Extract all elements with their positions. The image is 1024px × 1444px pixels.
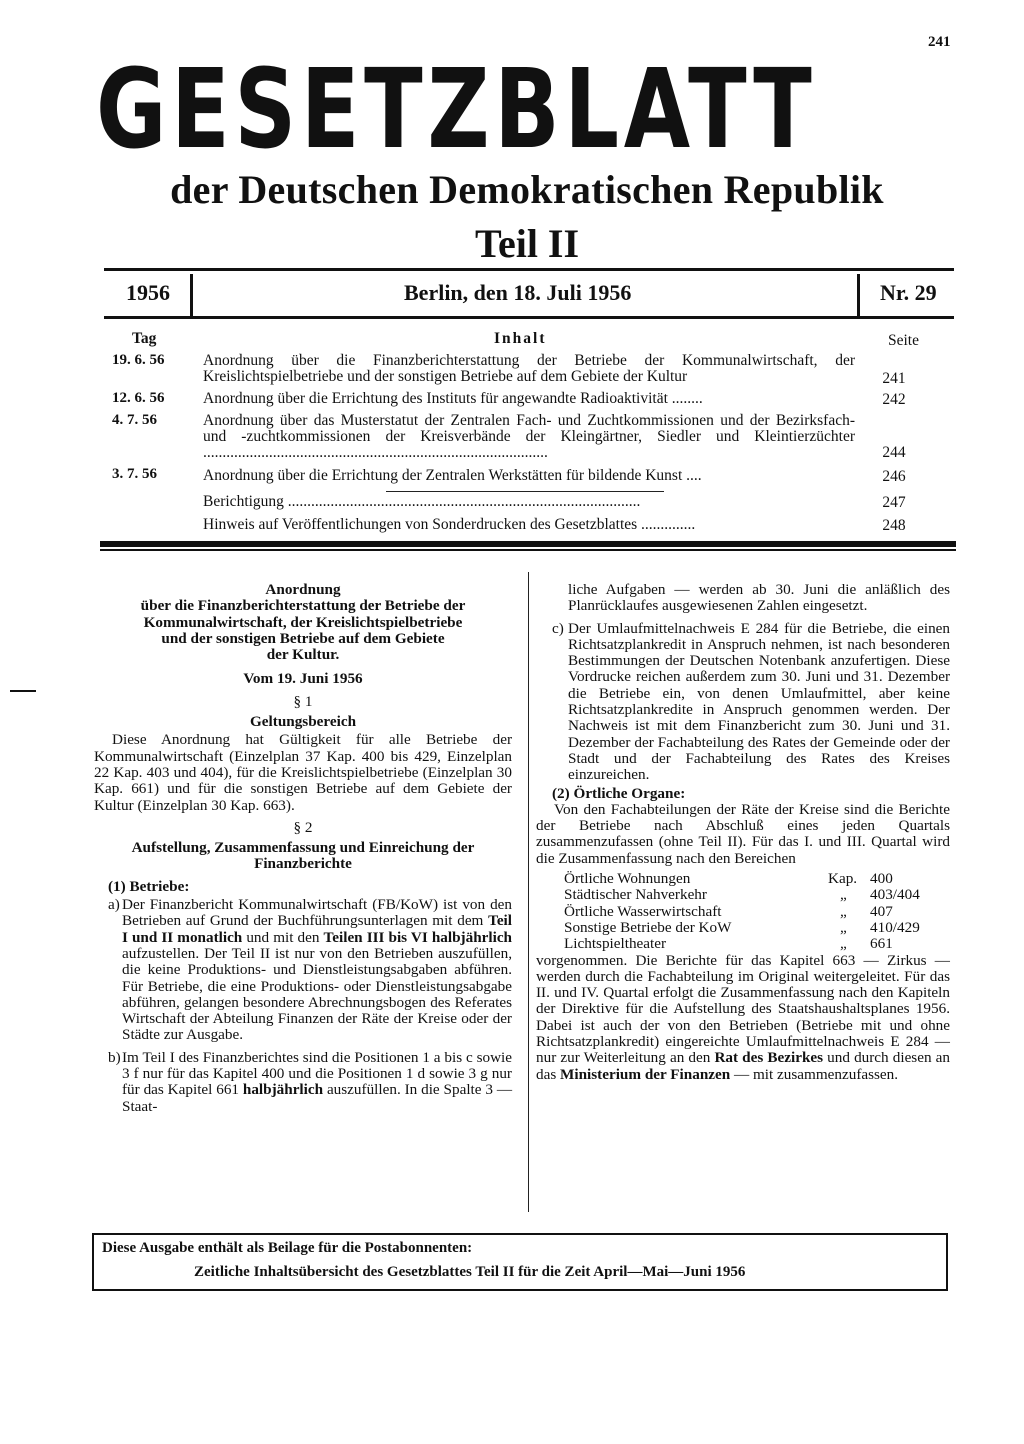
- supplement-line-1: Diese Ausgabe enthält als Beilage für die Postabonnenten:: [102, 1240, 473, 1256]
- article-heading: Anordnung: [265, 581, 341, 598]
- subsection-2-label: (2) Örtliche Organe:: [552, 784, 686, 802]
- item-a-label: a): [108, 896, 120, 914]
- toc-content-label: Inhalt: [494, 330, 547, 347]
- item-b-bold: halbjährlich: [242, 1081, 324, 1099]
- list-item: [536, 887, 950, 903]
- toc-entry-title: Anordnung über die Errichtung des Instituts für angewandte Radioaktivität ........: [203, 391, 703, 407]
- area-name: Städtischer Nahverkehr: [564, 886, 707, 904]
- area-prefix: „: [840, 902, 847, 920]
- subsection-2-text: Von den Fachabteilungen der Räte der Kreise sind die Berichte der Betriebe nach Abschluß eines jeden Quartals zusammenzufassen (ohne Teil II). Für das I. und III. Quartal wird die Zusammenfassung nach den Bereichen: [536, 800, 950, 867]
- article-title-line: Kommunalwirtschaft, der Kreislichtspielbetriebe: [143, 613, 463, 631]
- supplement-line-2: Zeitliche Inhaltsübersicht des Gesetzblattes Teil II für die Zeit April—Mai—Juni 1956: [194, 1264, 746, 1280]
- item-a-text-end: aufzustellen. Der Teil II ist nur von den Betrieben auszufüllen, die keine Produktions- und Dienstleistungsabgaben abführen. Für Betriebe, die eine Produktions- oder Dienstleistungsabgabe abführen, gelangen besondere Abrechnungsbogen des Referates Wirtschaft der Abteilung Finanzen der Räte der Kreise oder der Städte zur Ausgabe.: [122, 944, 512, 1044]
- column-separator: [528, 572, 529, 1212]
- left-column: [94, 582, 512, 1115]
- toc-entry-page: 246: [882, 468, 906, 485]
- right-column: [536, 582, 950, 1083]
- header-rule-top: [104, 268, 954, 271]
- toc-entry-title: Anordnung über das Musterstatut der Zentralen Fach- und Zuchtkommissionen und der Bezirksfach- und -zuchtkommissionen der Kreisverbände der Kleingärtner, Siedler und Kleintierzüchter .........................................................................................: [203, 413, 855, 461]
- masthead-part: Teil II: [474, 221, 580, 266]
- item-a: [94, 897, 512, 1044]
- masthead-title: GESETZBLATT: [96, 45, 817, 173]
- article-title-line: der Kultur.: [266, 646, 340, 664]
- area-prefix: „: [840, 935, 847, 953]
- list-item: [536, 920, 950, 936]
- header-divider-left: [190, 274, 193, 318]
- header-divider-right: [857, 274, 860, 318]
- item-a-text-mid: und mit den: [242, 928, 324, 946]
- final-bold-2: Ministerium der Finanzen: [560, 1065, 731, 1083]
- item-c-text: Der Umlaufmittelnachweis E 284 für die Betriebe, die einen Richtsatzplankredit in Anspruch nehmen, ist nach besonderen Bestimmungen der Deutschen Notenbank anzufertigen. Diese Vordrucke reichen außerdem zum 30. Juni und 31. Dezember die Betriebe ein, von denen Umlaufmittel, aber keine Richtsatzplankredite in Anspruch genommen werden. Der Nachweis ist mit dem Finanzbericht zum 30. Juni und 31. Dezember der Fachabteilung des Rates der Gemeinde oder der Stadt und der Fachabteilung des Rates des Kreises einzureichen.: [568, 619, 950, 784]
- area-kap: 403/404: [870, 886, 920, 904]
- area-kap: 410/429: [870, 918, 920, 936]
- area-name: Örtliche Wasserwirtschaft: [564, 902, 722, 920]
- toc-page-label: Seite: [888, 332, 919, 349]
- toc-entry-day: 3. 7. 56: [112, 466, 157, 482]
- subsection-1-label: (1) Betriebe:: [108, 877, 190, 895]
- toc-entry-title: Anordnung über die Errichtung der Zentralen Werkstätten für bildende Kunst ....: [203, 468, 702, 484]
- toc-entry-day: 12. 6. 56: [112, 390, 165, 406]
- masthead-subtitle: der Deutschen Demokratischen Republik: [170, 167, 884, 212]
- list-item: [536, 936, 950, 952]
- item-a-bold-2: Teilen III bis VI halbjährlich: [323, 928, 513, 946]
- section-1-text: Diese Anordnung hat Gültigkeit für alle Betriebe der Kommunalwirtschaft (Einzelplan 37 Kap. 400 bis 429, Einzelplan 22 Kap. 403 und 404), für die Kreislichtspielbetriebe (Einzelplan 30 Kap. 661) und für die sonstigen Betriebe auf dem Gebiete der Kultur (Einzelplan 30 Kap. 663).: [94, 731, 512, 814]
- toc-entry-day: 19. 6. 56: [112, 352, 165, 368]
- article-date: Vom 19. Juni 1956: [243, 670, 363, 688]
- area-kap: 400: [870, 870, 893, 888]
- toc-entry-day: 4. 7. 56: [112, 412, 157, 428]
- list-item: [536, 904, 950, 920]
- subsection-2-final: [536, 953, 950, 1083]
- area-name: Lichtspieltheater: [564, 935, 667, 953]
- issue-place-date: Berlin, den 18. Juli 1956: [404, 280, 632, 305]
- margin-mark: [10, 690, 36, 692]
- item-b-text-end: auszufüllen. In die Spalte 3 — Staat-: [122, 1081, 513, 1115]
- item-b-label: b): [108, 1048, 121, 1066]
- supplement-box: [92, 1233, 948, 1291]
- toc-entry-title: Berichtigung ...........................................................................................: [203, 494, 641, 510]
- area-prefix: „: [840, 918, 847, 936]
- toc-bottom-rule-thick: [100, 541, 956, 547]
- header-rule-bottom: [104, 316, 954, 319]
- area-kap: 407: [870, 902, 893, 920]
- toc-bottom-rule-thin: [100, 549, 956, 551]
- toc-separator: [386, 491, 664, 492]
- toc-entry-page: 247: [882, 494, 906, 511]
- area-prefix: „: [840, 886, 847, 904]
- toc-entry-title: Hinweis auf Veröffentlichungen von Sonderdrucken des Gesetzblattes ..............: [203, 517, 696, 533]
- article-title-line: und der sonstigen Betriebe auf dem Gebiete: [161, 629, 445, 647]
- item-b-continued: liche Aufgaben — werden ab 30. Juni die anläßlich des Planrücklaufes ausgewiesenen Zahlen eingesetzt.: [568, 581, 950, 615]
- final-text-mid: und durch diesen an das: [536, 1049, 950, 1083]
- item-b: [94, 1050, 512, 1115]
- item-c-label: c): [552, 619, 564, 637]
- toc-day-label: Tag: [132, 330, 157, 347]
- article-title-line: über die Finanzberichterstattung der Betriebe der: [140, 597, 466, 615]
- item-a-bold-1: Teil I und II monatlich: [122, 912, 512, 946]
- section-2-mark: § 2: [293, 818, 313, 836]
- final-text-end: — mit zusammenzufassen.: [730, 1065, 899, 1083]
- area-name: Örtliche Wohnungen: [564, 870, 691, 888]
- issue-number: Nr. 29: [880, 280, 937, 305]
- area-prefix: Kap.: [828, 870, 858, 888]
- item-b-text: Im Teil I des Finanzberichtes sind die Positionen 1 a bis c sowie 3 f nur für das Kapitel 400 und die Positionen 1 d sowie 3 g nur für das Kapitel 661: [122, 1048, 512, 1099]
- toc-entry-page: 244: [882, 444, 906, 461]
- final-bold-1: Rat des Bezirkes: [714, 1049, 824, 1067]
- toc-entry-title: Anordnung über die Finanzberichterstattung der Betriebe der Kommunalwirtschaft, der Kreislichtspielbetriebe und der sonstigen Betriebe auf dem Gebiete der Kultur: [203, 352, 855, 385]
- toc-entry-page: 248: [882, 517, 906, 534]
- areas-list: [536, 871, 950, 952]
- issue-year: 1956: [126, 280, 170, 305]
- toc-entry-page: 242: [882, 391, 906, 408]
- page-number: 241: [928, 34, 951, 50]
- section-1-mark: § 1: [293, 692, 313, 710]
- final-text: vorgenommen. Die Berichte für das Kapitel 663 — Zirkus — werden durch die Fachabteilung im Original weitergeleitet. Für das II. und IV. Quartal erfolgt die Zusammenfassung nach den Kapiteln der Direktive für die Aufstellung des Staatshaushaltsplanes 1956. Dabei ist auch der von den Betrieben (Betriebe mit und ohne Richtsatzplankredit) eingereichte Umlaufmittelnachweis E 284 — nur zur Weiterleitung an den: [536, 951, 950, 1067]
- section-2-title: Aufstellung, Zusammenfassung und Einreichung der Finanzberichte: [131, 839, 475, 873]
- section-1-title: Geltungsbereich: [249, 713, 357, 731]
- toc-entry-page: 241: [882, 370, 906, 387]
- item-c: [536, 621, 950, 784]
- list-item: [536, 871, 950, 887]
- area-name: Sonstige Betriebe der KoW: [564, 918, 732, 936]
- item-a-text: Der Finanzbericht Kommunalwirtschaft (FB/KoW) ist von den Betrieben auf Grund der Buchführungsunterlagen mit dem: [122, 896, 512, 930]
- area-kap: 661: [870, 935, 893, 953]
